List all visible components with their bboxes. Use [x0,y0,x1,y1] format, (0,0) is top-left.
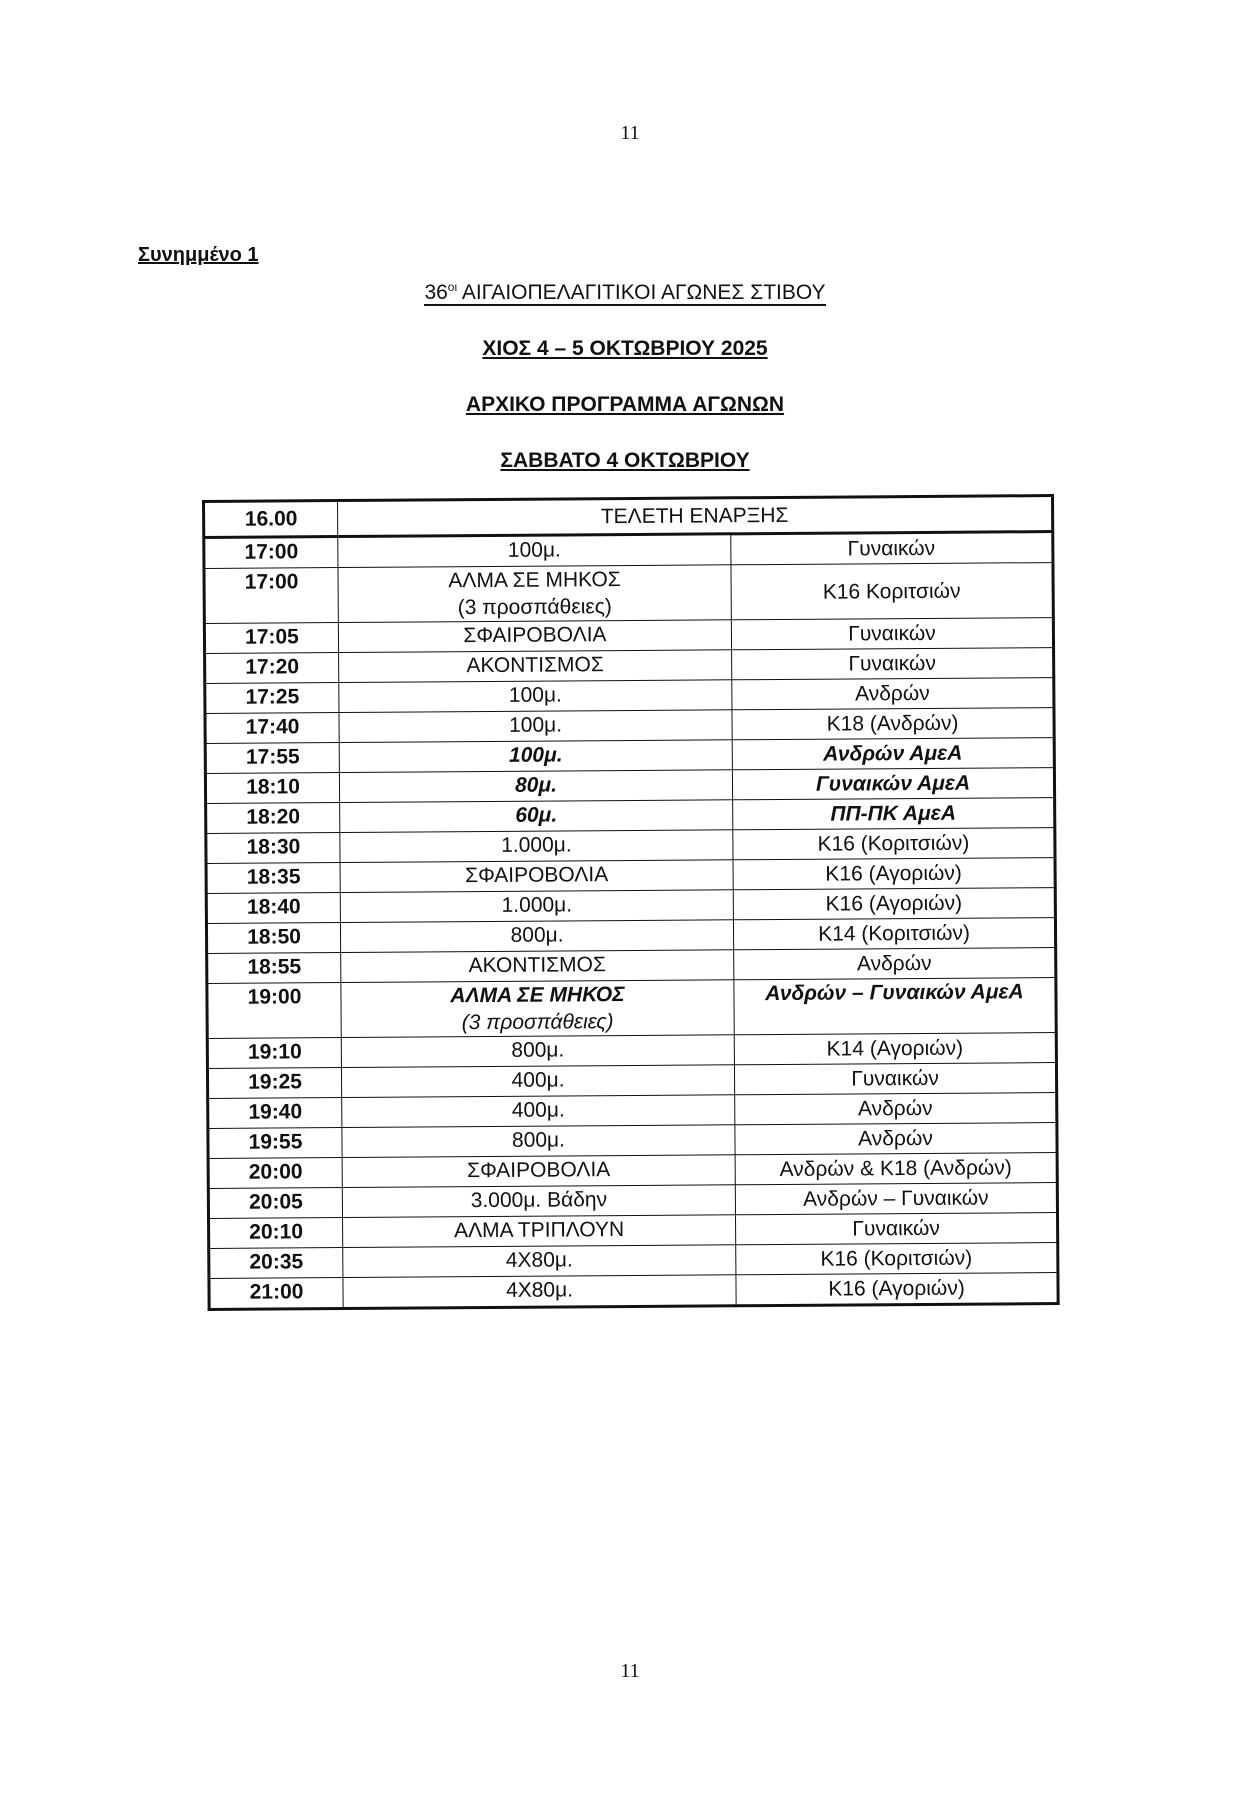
row-time: 20:05 [208,1188,342,1219]
row-event: 800μ. [342,1125,735,1158]
row-event: 100μ. [339,740,732,773]
row-time: 17:25 [205,683,339,714]
row-time: 18:55 [207,953,341,984]
row-event: 400μ. [341,1065,734,1098]
row-event: 4Χ80μ. [343,1275,736,1309]
row-time: 18:50 [206,923,340,954]
row-category: Ανδρών [735,1093,1057,1125]
row-time: 19:25 [207,1068,341,1099]
event-title-text: ΑΙΓΑΙΟΠΕΛΑΓΙΤΙΚΟΙ ΑΓΩΝΕΣ ΣΤΙΒΟΥ [461,281,826,304]
table-row [207,978,1056,1039]
row-time: 19:40 [208,1098,342,1129]
row-category: Κ14 (Αγοριών) [734,1033,1056,1065]
row-event: 3.000μ. Βάδην [342,1185,735,1218]
location-dates: ΧΙΟΣ 4 – 5 ΟΚΤΩΒΡΙΟΥ 2025 [482,337,768,360]
table-row [209,1273,1058,1310]
row-event [338,565,731,623]
row-time: 18:20 [206,803,340,834]
row-event: ΣΦΑΙΡΟΒΟΛΙΑ [338,620,731,653]
document-headings [0,276,1238,500]
row-time: 19:00 [207,983,341,1039]
row-time: 17:00 [204,568,338,624]
program-title: ΑΡΧΙΚΟ ΠΡΟΓΡΑΜΜΑ ΑΓΩΝΩΝ [465,393,785,416]
row-time: 18:35 [206,863,340,894]
attachment-label: Συνημμένο 1 [138,244,259,266]
row-event-name: ΑΛΜΑ ΣΕ ΜΗΚΟΣ [450,983,625,1008]
event-edition-number: 36 [424,281,448,304]
row-category: Ανδρών [734,948,1056,980]
row-category: ΠΠ-ΠΚ ΑμεΑ [733,798,1055,830]
row-category: Ανδρών & Κ18 (Ανδρών) [735,1153,1057,1185]
row-time: 20:00 [208,1158,342,1189]
row-time: 20:10 [209,1218,343,1249]
row-category: Γυναικών [731,618,1053,650]
row-event: 60μ. [340,800,733,833]
opening-time: 16.00 [204,501,338,538]
row-time: 19:55 [208,1128,342,1159]
table-row [204,563,1053,624]
page-number-bottom: 11 [620,1660,640,1682]
event-title [0,276,1238,332]
row-time: 18:40 [206,893,340,924]
row-event: 800μ. [340,920,733,953]
row-category: Γυναικών [734,1063,1056,1095]
opening-ceremony-row [204,496,1053,538]
row-event: 100μ. [339,710,732,743]
row-time: 17:00 [204,537,338,569]
schedule-table [202,494,1060,1311]
row-event: ΣΦΑΙΡΟΒΟΛΙΑ [340,860,733,893]
row-category: Ανδρών – Γυναικών [735,1183,1057,1215]
row-category: Κ16 (Αγοριών) [733,858,1055,890]
row-category: Κ18 (Ανδρών) [732,708,1054,740]
row-event: 100μ. [339,680,732,713]
row-category: Ανδρών [735,1123,1057,1155]
row-event: 800μ. [341,1035,734,1068]
row-event-name: ΑΛΜΑ ΣΕ ΜΗΚΟΣ [448,568,621,593]
row-event: ΣΦΑΙΡΟΒΟΛΙΑ [342,1155,735,1188]
row-event: ΑΚΟΝΤΙΣΜΟΣ [339,650,732,683]
row-category: Γυναικών [732,648,1054,680]
row-event [341,980,734,1038]
row-time: 17:20 [205,653,339,684]
row-event-note: (3 προσπάθειες) [461,1010,614,1035]
row-time: 21:00 [209,1278,343,1310]
row-category: Γυναικών ΑμεΑ [732,768,1054,800]
row-category: Κ16 (Κοριτσιών) [733,828,1055,860]
row-category: Κ14 (Κοριτσιών) [733,918,1055,950]
page-number-top: 11 [620,122,640,144]
row-time: 20:35 [209,1248,343,1279]
row-time: 19:10 [207,1038,341,1069]
event-edition-suffix: οι [447,280,458,294]
row-event: ΑΛΜΑ ΤΡΙΠΛΟΥΝ [343,1215,736,1248]
row-category: Κ16 Κοριτσιών [731,563,1053,620]
row-event: ΑΚΟΝΤΙΣΜΟΣ [341,950,734,983]
row-event-note: (3 προσπάθειες) [457,595,612,620]
row-event: 80μ. [339,770,732,803]
opening-event: ΤΕΛΕΤΗ ΕΝΑΡΞΗΣ [338,496,1053,537]
row-category: Κ16 (Αγοριών) [733,888,1055,920]
row-time: 17:40 [205,713,339,744]
row-category: Ανδρών ΑμεΑ [732,738,1054,770]
row-event: 4Χ80μ. [343,1245,736,1278]
row-time: 17:05 [204,623,338,654]
row-category: Γυναικών [736,1213,1058,1245]
row-category: Ανδρών – Γυναικών ΑμεΑ [734,978,1056,1035]
row-category: Γυναικών [731,532,1053,565]
row-category: Ανδρών [732,678,1054,710]
day-title: ΣΑΒΒΑΤΟ 4 ΟΚΤΩΒΡΙΟΥ [500,449,750,472]
row-event: 1.000μ. [340,830,733,863]
row-time: 18:30 [206,833,340,864]
row-time: 17:55 [205,743,339,774]
row-event: 1.000μ. [340,890,733,923]
row-category: Κ16 (Αγοριών) [736,1273,1058,1306]
row-event: 400μ. [342,1095,735,1128]
row-category: Κ16 (Κοριτσιών) [736,1243,1058,1275]
row-event: 100μ. [338,534,731,568]
row-time: 18:10 [205,773,339,804]
